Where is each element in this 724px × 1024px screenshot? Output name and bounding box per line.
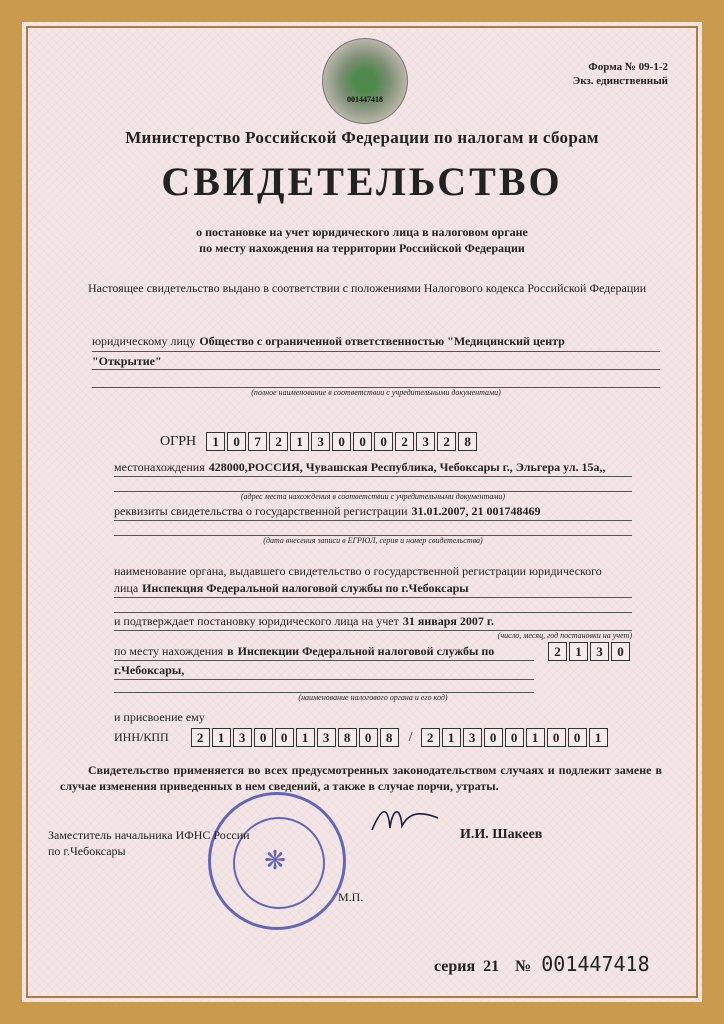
ogrn-digit: 1 <box>206 432 225 451</box>
address-value: 428000,РОССИЯ, Чувашская Республика, Чебоксары г., Эльгера ул. 15а,, <box>208 460 606 474</box>
subtitle-line-1: о постановке на учет юридического лица в налоговом органе <box>196 225 528 239</box>
kpp-digit: 0 <box>484 728 503 747</box>
address-caption: (адрес места нахождения в соответствии с учредительными документами) <box>240 492 506 501</box>
inn-digit: 1 <box>212 728 231 747</box>
stamp-place: М.П. <box>338 890 364 904</box>
inn-digit: 0 <box>254 728 273 747</box>
confirm-caption: (число, месяц, год постановки на учет) <box>497 631 632 640</box>
registration-caption: (дата внесения записи в ЕГРЮЛ, серия и номер свидетельства) <box>263 536 483 545</box>
entity-label: юридическому лицу <box>92 334 196 348</box>
entity-name-line-2: "Открытие" <box>92 354 162 368</box>
inn-digit: 8 <box>338 728 357 747</box>
inn-digit: 2 <box>191 728 210 747</box>
assignment-text: и присвоение ему <box>114 710 205 724</box>
tax-office-name-line-2: г.Чебоксары, <box>114 663 185 677</box>
kpp-digit: 3 <box>463 728 482 747</box>
registration-label: реквизиты свидетельства о государственной регистрации <box>114 504 408 518</box>
kpp-digit: 0 <box>547 728 566 747</box>
intro-text: Настоящее свидетельство выдано в соответствии с положениями Налогового кодекса Российской Федерации <box>88 281 647 295</box>
inn-kpp-label: ИНН/КПП <box>114 730 169 744</box>
form-copy: Экз. единственный <box>572 75 668 87</box>
confirm-block <box>114 612 632 640</box>
signature-icon <box>368 800 440 840</box>
registration-block <box>114 502 632 545</box>
tax-office-name-line-1: Инспекции Федеральной налоговой службы по <box>237 644 495 658</box>
ogrn-block <box>160 432 479 451</box>
subtitle-line-2: по месту нахождения на территории Российской Федерации <box>199 241 525 255</box>
tax-office-code-digit: 1 <box>569 642 588 661</box>
registration-value: 31.01.2007, 21 001748469 <box>411 504 541 518</box>
inn-kpp-block <box>114 728 610 747</box>
issuer-label-line-2: лица <box>114 581 139 595</box>
inn-kpp-separator: / <box>408 729 413 745</box>
tax-office-code-digit: 3 <box>590 642 609 661</box>
inn-digit: 8 <box>380 728 399 747</box>
hologram-number: 001447418 <box>347 95 383 104</box>
issuer-value: Инспекция Федеральной налоговой службы по г.Чебоксары <box>142 581 469 595</box>
ogrn-digit: 8 <box>458 432 477 451</box>
tax-office-label: по месту нахождения <box>114 644 224 658</box>
entity-name-line-1: Общество с ограниченной ответственностью "Медицинский центр <box>199 334 565 348</box>
form-code-block <box>573 60 668 88</box>
eagle-icon: ❋ <box>264 846 286 875</box>
inn-digit: 3 <box>233 728 252 747</box>
serial-no-sign: № <box>515 958 532 975</box>
ogrn-digit: 1 <box>290 432 309 451</box>
kpp-digit: 2 <box>421 728 440 747</box>
address-label: местонахождения <box>114 460 205 474</box>
signer-position-line-2: по г.Чебоксары <box>48 844 126 858</box>
ogrn-label: ОГРН <box>160 433 197 449</box>
document-title: СВИДЕТЕЛЬСТВО <box>161 159 563 204</box>
signer-position <box>48 827 250 859</box>
issuer-label-line-1: наименование органа, выдавшего свидетельство о государственной регистрации юридического <box>114 564 602 578</box>
inn-digit: 1 <box>296 728 315 747</box>
ogrn-digit: 7 <box>248 432 267 451</box>
kpp-digit: 0 <box>505 728 524 747</box>
inn-boxes <box>191 728 401 747</box>
serial-label: серия <box>434 958 476 975</box>
validity-text: Свидетельство применяется во всех предусмотренных законодательством случаях и подлежит замене в случае изменения приведенных в нем сведений, а также в случае порчи, утраты. <box>60 763 662 793</box>
tax-office-code-boxes <box>548 642 632 661</box>
signer-position-line-1: Заместитель начальника ИФНС России <box>48 828 250 842</box>
ogrn-digit: 0 <box>332 432 351 451</box>
ogrn-digit: 2 <box>437 432 456 451</box>
entity-caption: (полное наименование в соответствии с учредительными документами) <box>251 388 501 397</box>
tax-office-prep: в <box>227 644 234 658</box>
ministry-name: Министерство Российской Федерации по налогам и сборам <box>125 128 599 147</box>
entity-block <box>92 332 660 397</box>
serial-number: 001447418 <box>541 952 650 976</box>
ogrn-digit: 2 <box>269 432 288 451</box>
issuer-block <box>114 564 632 613</box>
hologram-icon <box>322 38 408 124</box>
kpp-digit: 0 <box>568 728 587 747</box>
address-block <box>114 458 632 501</box>
ogrn-digit: 0 <box>374 432 393 451</box>
ogrn-digit: 0 <box>227 432 246 451</box>
ogrn-digit: 2 <box>395 432 414 451</box>
confirm-date: 31 января 2007 г. <box>402 614 494 628</box>
kpp-boxes <box>421 728 610 747</box>
ogrn-boxes <box>206 432 479 451</box>
inn-digit: 0 <box>359 728 378 747</box>
ogrn-digit: 3 <box>311 432 330 451</box>
confirm-label: и подтверждает постановку юридического лица на учет <box>114 614 399 628</box>
form-code: Форма № 09-1-2 <box>588 61 668 73</box>
inn-digit: 0 <box>275 728 294 747</box>
tax-office-block <box>114 642 632 702</box>
tax-office-code-digit: 0 <box>611 642 630 661</box>
ogrn-digit: 0 <box>353 432 372 451</box>
serial-block <box>434 952 650 976</box>
inn-digit: 3 <box>317 728 336 747</box>
document-subtitle <box>22 224 702 256</box>
tax-office-caption: (наименование налогового органа и его код) <box>298 693 448 702</box>
ogrn-digit: 3 <box>416 432 435 451</box>
kpp-digit: 1 <box>442 728 461 747</box>
tax-office-code-digit: 2 <box>548 642 567 661</box>
signer-name: И.И. Шакеев <box>460 827 543 842</box>
serial-series: 21 <box>483 958 500 975</box>
official-seal-icon <box>208 792 346 930</box>
kpp-digit: 1 <box>526 728 545 747</box>
kpp-digit: 1 <box>589 728 608 747</box>
